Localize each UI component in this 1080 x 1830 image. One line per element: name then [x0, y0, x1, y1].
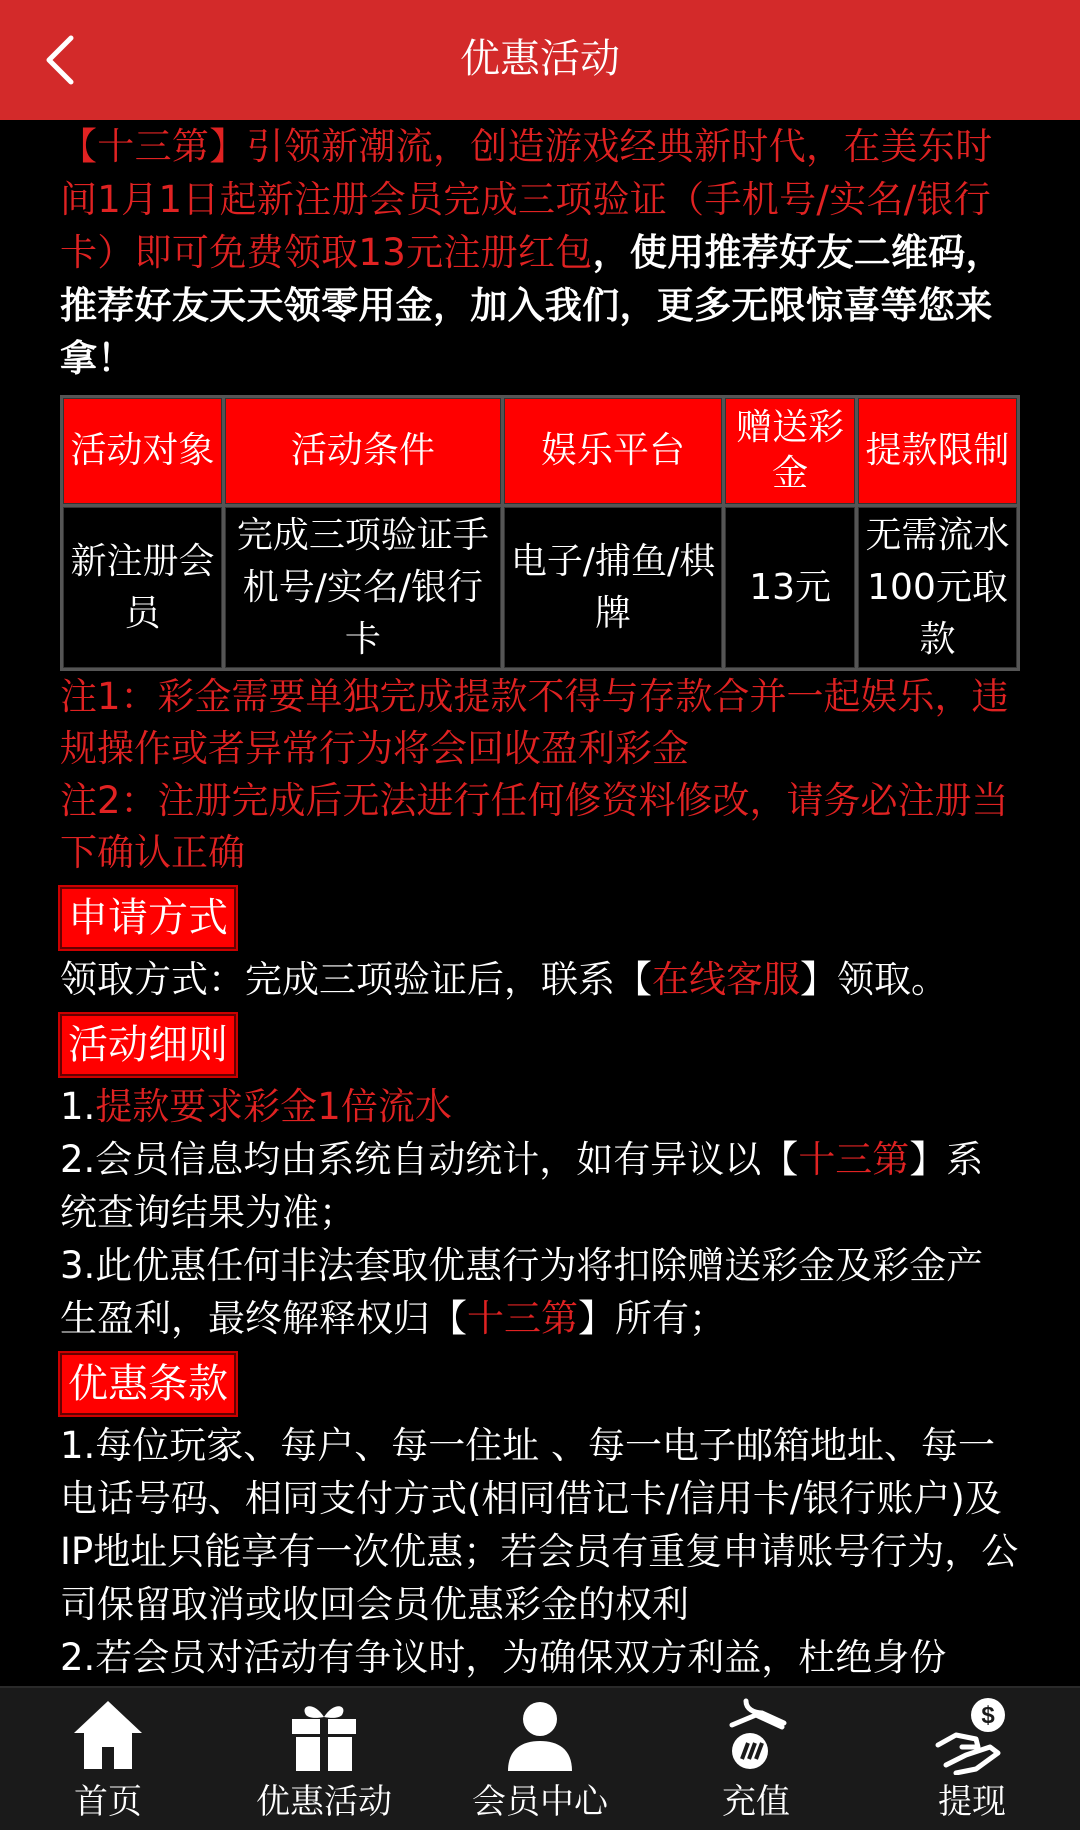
rule-1-number: 1. — [60, 1085, 96, 1128]
tab-withdraw[interactable] — [864, 1688, 1080, 1830]
tab-label: 会员中心 — [472, 1782, 608, 1822]
rule-2-suffix: 】系统查询结果为准； — [60, 1138, 984, 1234]
term-1: 1.每位玩家、每户、每一住址 、每一电子邮箱地址、每一电话号码、相同支付方式(相同借记卡/信用卡/银行账户)及IP地址只能享有一次优惠；若会员有重复申请账号行为，公司保留取消或收回会员优惠彩金的权利 — [60, 1424, 1019, 1626]
page-title: 优惠活动 — [460, 36, 620, 82]
rules-section-label: 活动细则 — [60, 1014, 236, 1076]
table-header-cell: 活动对象 — [63, 398, 222, 504]
rule-2-prefix: 2.会员信息均由系统自动统计，如有异议以【 — [60, 1138, 799, 1181]
intro-red-text: 【十三第】引领新潮流，创造游戏经典新时代，在美东时间1月1日起新注册会员完成三项验证（手机号/实名/银行卡）即可免费领取13元注册红包 — [60, 125, 993, 274]
rule-1 — [60, 1080, 1020, 1133]
intro-plain-text: ，加入我们，更多无限惊喜等您来拿！ — [60, 284, 993, 380]
rule-2 — [60, 1133, 1020, 1239]
withdraw-icon — [929, 1692, 1015, 1778]
table-cell: 无需流水100元取款 — [858, 507, 1017, 668]
table-cell: 电子/捕鱼/棋牌 — [504, 507, 723, 668]
table-header-cell: 娱乐平台 — [504, 398, 723, 504]
rule-1-text: 提款要求彩金1倍流水 — [95, 1085, 452, 1128]
table-header-cell: 赠送彩金 — [725, 398, 855, 504]
apply-prefix: 领取方式：完成三项验证后，联系【 — [60, 958, 652, 1001]
tab-home[interactable] — [0, 1688, 216, 1830]
tab-label: 充值 — [722, 1782, 790, 1822]
apply-section-label: 申请方式 — [60, 887, 236, 949]
online-service-link[interactable]: 在线客服 — [652, 958, 800, 1001]
table-header-row — [63, 398, 1017, 504]
top-bar — [0, 0, 1080, 120]
table-cell: 完成三项验证手机号/实名/银行卡 — [225, 507, 501, 668]
table-row — [63, 507, 1017, 668]
intro-paragraph — [60, 120, 1020, 385]
tab-label: 提现 — [938, 1782, 1006, 1822]
intro-bold-text: ，使用推荐好友二维码，推荐好友天天领零用金 — [60, 231, 1003, 327]
content-area[interactable] — [0, 120, 1080, 1686]
rule-3-brand: 十三第 — [467, 1297, 578, 1340]
table-header-cell: 活动条件 — [225, 398, 501, 504]
tab-label: 首页 — [74, 1782, 142, 1822]
apply-text — [60, 953, 1020, 1006]
terms-section-label: 优惠条款 — [60, 1353, 236, 1415]
rule-3-prefix: 3.此优惠任何非法套取优惠行为将扣除赠送彩金及彩金产生盈利，最终解释权归【 — [60, 1244, 984, 1340]
note-2: 注2：注册完成后无法进行任何修资料修改，请务必注册当下确认正确 — [60, 779, 1009, 874]
tab-deposit[interactable] — [648, 1688, 864, 1830]
apply-suffix: 】领取。 — [800, 958, 948, 1001]
note-1: 注1：彩金需要单独完成提款不得与存款合并一起娱乐，违规操作或者异常行为将会回收盈利彩金 — [60, 675, 1009, 770]
tab-label: 优惠活动 — [256, 1782, 392, 1822]
rule-2-brand: 十三第 — [798, 1138, 910, 1181]
rule-3-suffix: 】所有； — [578, 1297, 726, 1340]
tab-promotions[interactable] — [216, 1688, 432, 1830]
svg-text:$: $ — [981, 1702, 995, 1729]
table-cell: 13元 — [725, 507, 855, 668]
tab-member-center[interactable] — [432, 1688, 648, 1830]
gift-icon — [281, 1692, 367, 1778]
user-icon — [497, 1692, 583, 1778]
promo-table — [60, 395, 1020, 671]
table-header-cell: 提款限制 — [858, 398, 1017, 504]
table-cell: 新注册会员 — [63, 507, 222, 668]
home-icon — [65, 1692, 151, 1778]
rule-3 — [60, 1239, 1020, 1345]
bottom-tab-bar — [0, 1686, 1080, 1830]
deposit-icon — [713, 1692, 799, 1778]
term-2: 2.若会员对活动有争议时，为确保双方利益，杜绝身份 — [60, 1636, 947, 1679]
